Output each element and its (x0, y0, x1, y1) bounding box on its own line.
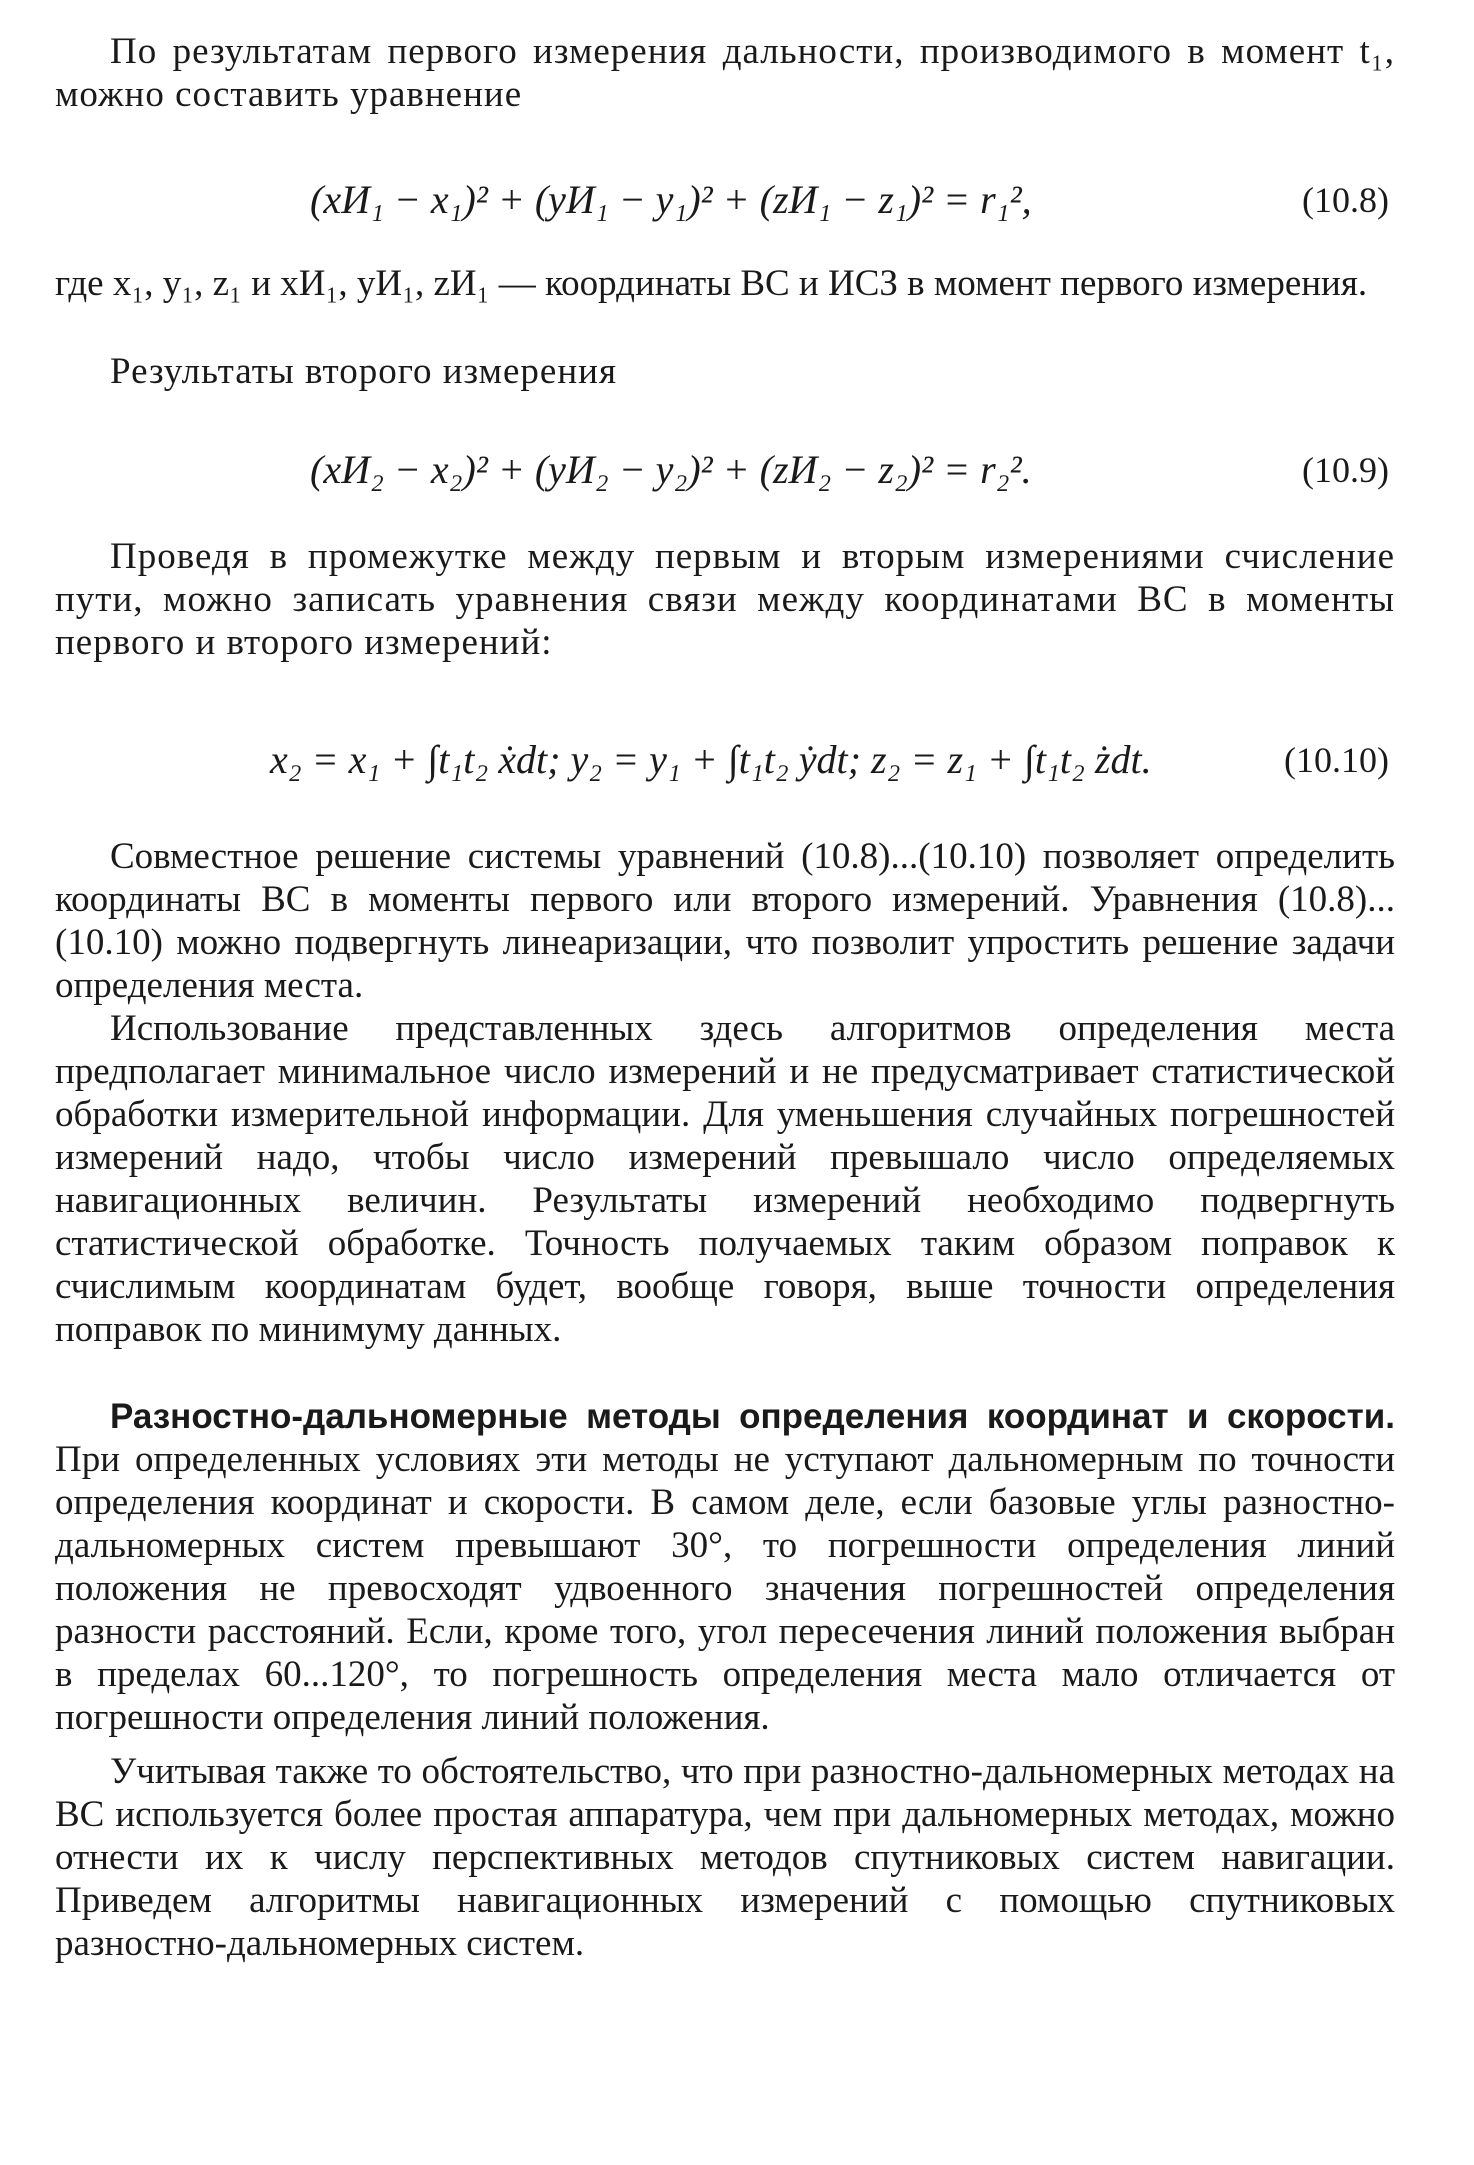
paragraph-second-measurement: Результаты второго измерения (110, 351, 617, 392)
equation-10-8-number: (10.8) (1302, 180, 1389, 220)
section-heading: Разностно-дальномерные методы определения координат и скорости. (110, 1397, 1395, 1436)
section-body: При определенных условиях эти методы не уступают дальномерным по точности определения координат и скорости. В самом деле, если базовые углы разностно-дальномерных систем превышают 30°, то погрешности определения линий положения не превосходят удвоенного значения погрешностей определения разности расстояний. Если, кроме того, угол пересечения линий положения выбран в пределах 60...120°, то погрешность определения места мало отличается от погрешности определения линий положения. (55, 1439, 1395, 1738)
equation-10-10-number: (10.10) (1284, 740, 1389, 780)
equation-10-10-formula: x₂ = x₁ + ∫t₁t₂ ẋdt; y₂ = y₁ + ∫t₁t₂ ẏdt; z₂ = z₁ + ∫t₁t₂ żdt. (270, 737, 1152, 782)
equation-10-10 (0, 730, 1474, 790)
paragraph-algorithms-usage: Использование представленных здесь алгоритмов определения места предполагает минимальное число измерений и не предусматривает статистической обработки измерительной информации. Для уменьшения случайных погрешностей измерений надо, чтобы число измерений превышало число определяемых навигационных величин. Результаты измерений необходимо подвергнуть статистической обработке. Точность получаемых таким образом поправок к счислимым координатам будет, вообще говоря, выше точности определения поправок по минимуму данных. (55, 1008, 1395, 1350)
equation-10-9-number: (10.9) (1302, 450, 1389, 490)
paragraph-conclusion: Учитывая также то обстоятельство, что при разностно-дальномерных методах на ВС используется более простая аппаратура, чем при дальномерных методах, можно отнести их к числу перспективных методов спутниковых систем навигации. Приведем алгоритмы навигационных измерений с помощью спутниковых разностно-дальномерных систем. (55, 1751, 1395, 1964)
equation-10-9-formula: (xИ₂ − x₂)² + (yИ₂ − y₂)² + (zИ₂ − z₂)² = r₂². (310, 447, 1032, 492)
paragraph-dead-reckoning: Проведя в промежутке между первым и вторым измерениями счисление пути, можно записать уравнения связи между координатами ВС в моменты первого и второго измерений: (55, 536, 1395, 663)
paragraph-range-measurement: По результатам первого измерения дальности, производимого в момент t₁, можно составить уравнение (55, 31, 1395, 115)
equation-10-9 (0, 440, 1474, 500)
equation-10-8-formula: (xИ₁ − x₁)² + (yИ₁ − y₁)² + (zИ₁ − z₁)² = r₁², (310, 177, 1032, 222)
paragraph-joint-solution: Совместное решение системы уравнений (10.8)...(10.10) позволяет определить координаты ВС в моменты первого или второго измерений. Уравнения (10.8)...(10.10) можно подвергнуть линеаризации, что позволит упростить решение задачи определения места. (55, 836, 1395, 1006)
equation-10-8 (0, 170, 1474, 230)
paragraph-coordinates-definition: где x₁, y₁, z₁ и xИ₁, yИ₁, zИ₁ — координаты ВС и ИСЗ в момент первого измерения. (55, 263, 1368, 304)
paragraph-difference-range-methods (55, 1395, 1395, 1739)
